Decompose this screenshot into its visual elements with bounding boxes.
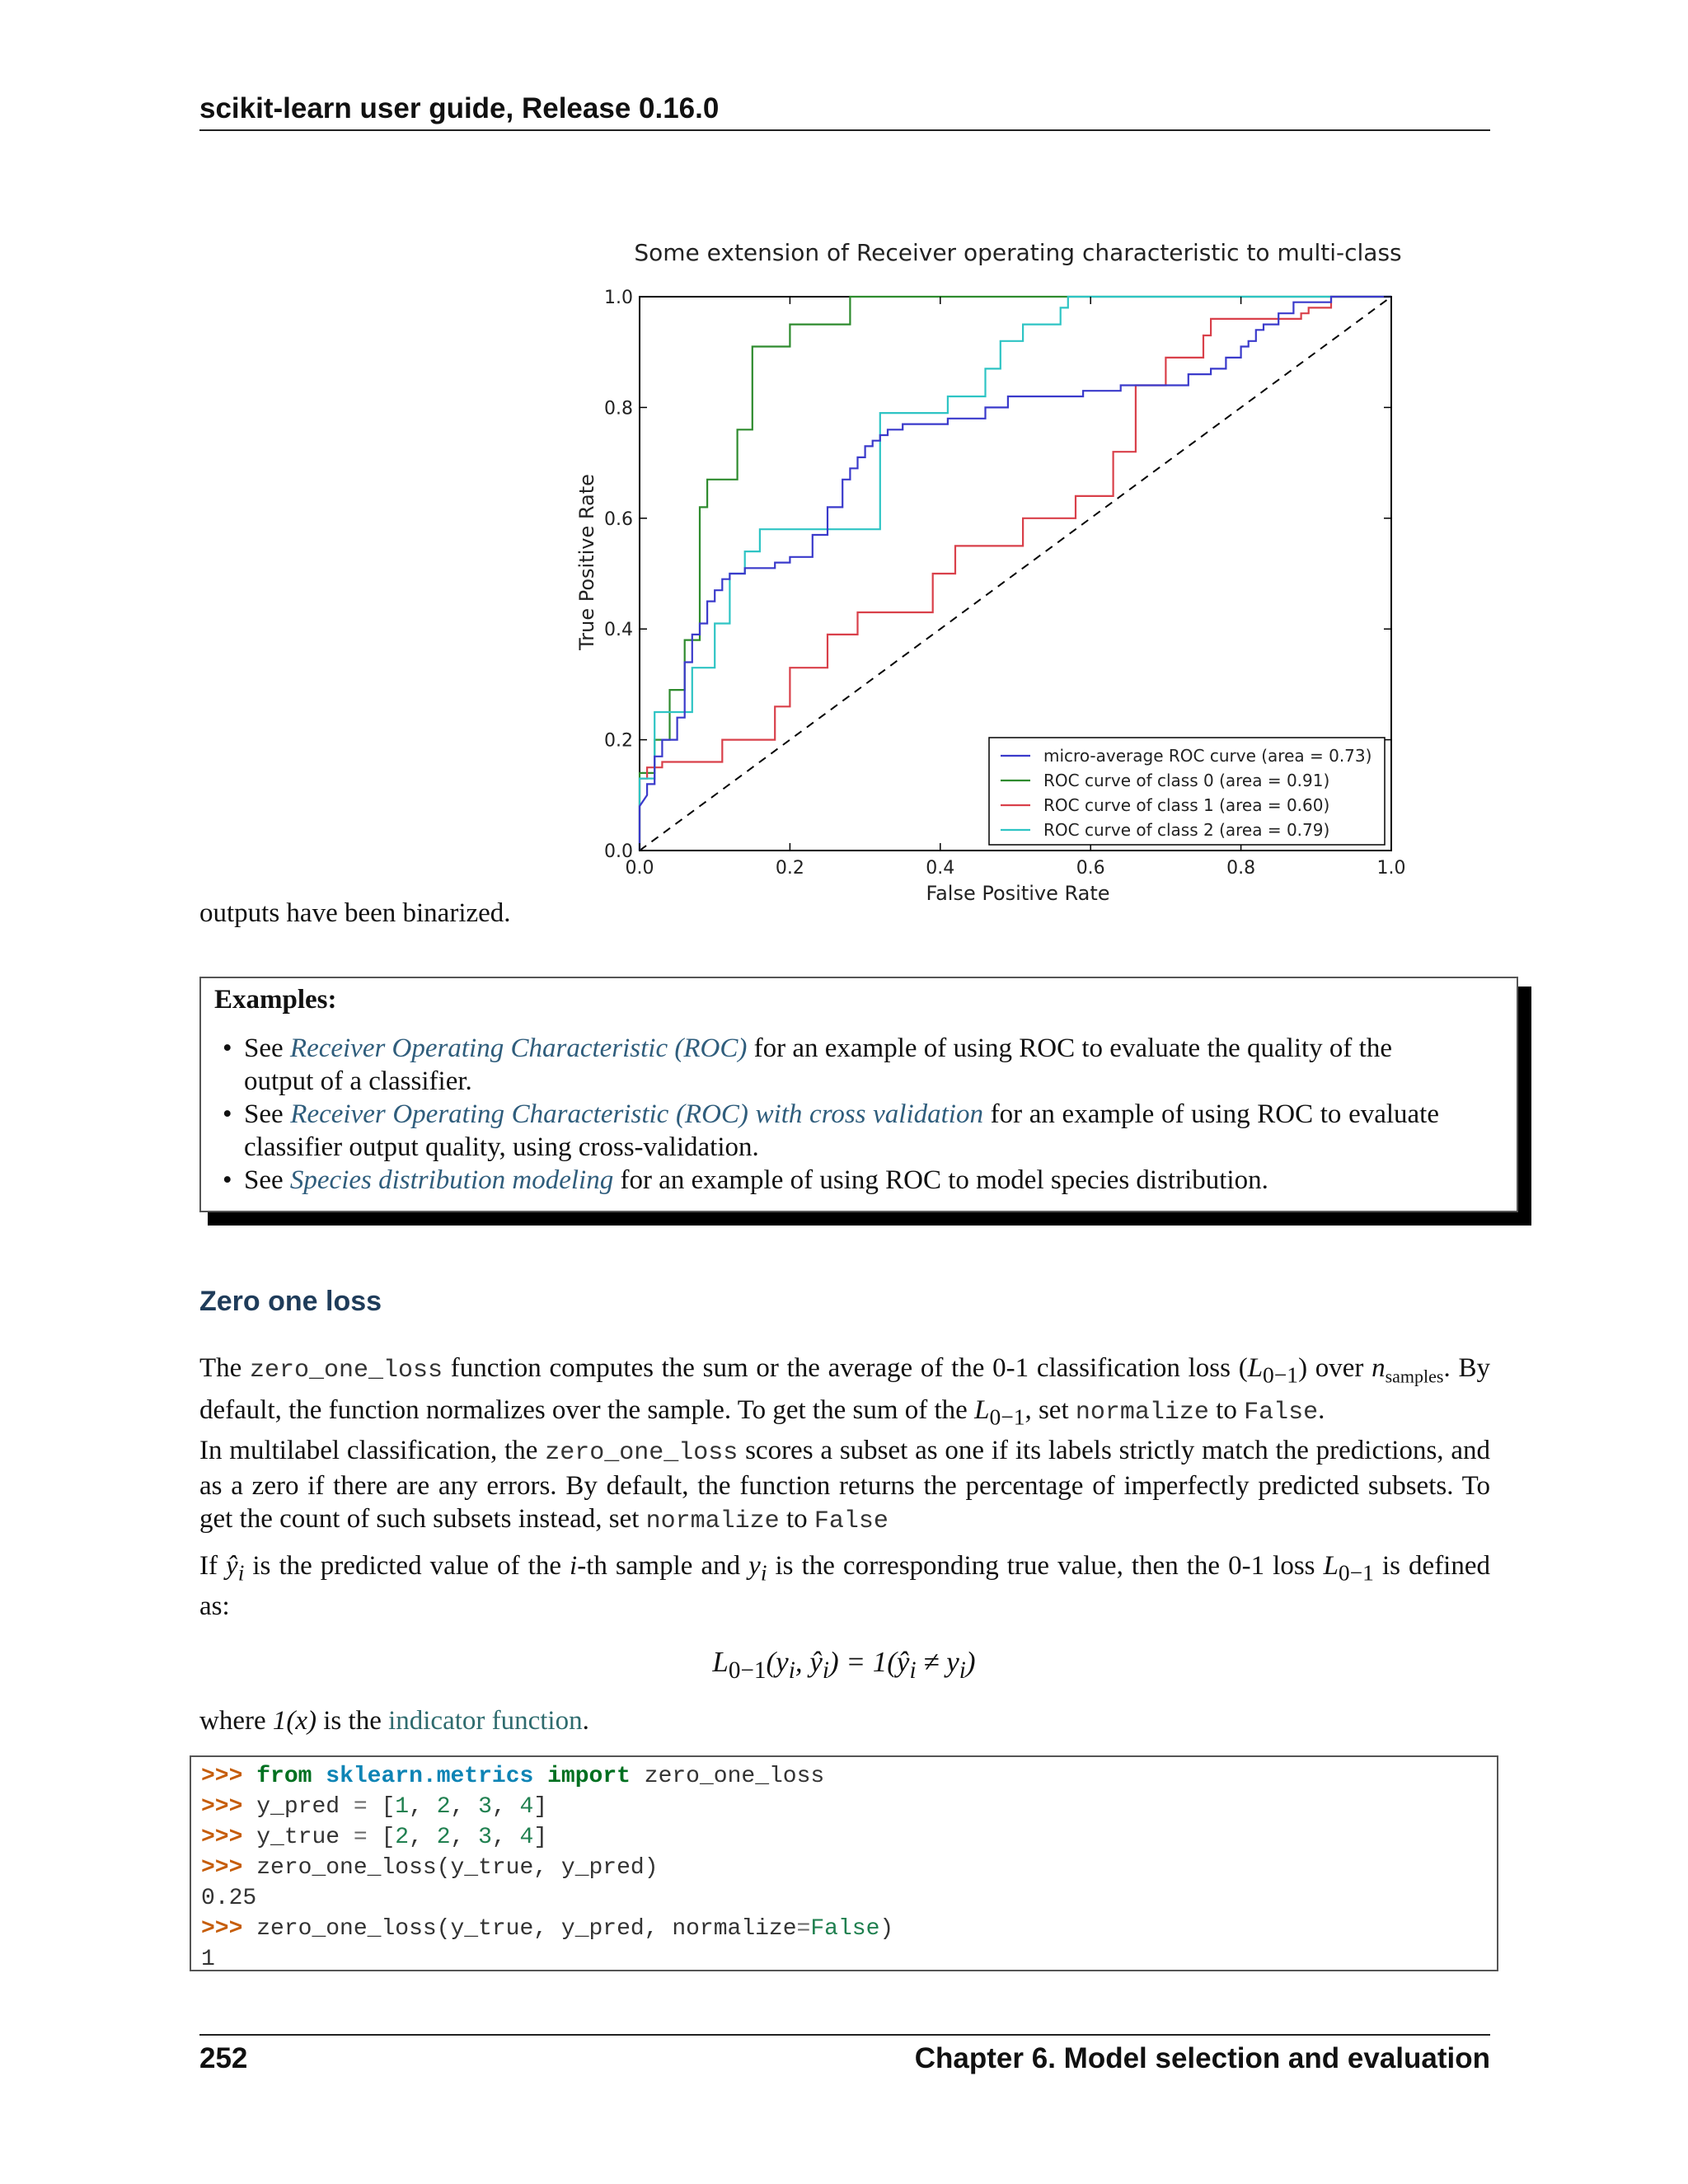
- code-output-text: 0.25: [201, 1886, 257, 1911]
- inline-code: normalize: [645, 1507, 780, 1535]
- code-text: zero_one_loss: [644, 1764, 825, 1789]
- code-constant: False: [810, 1916, 880, 1942]
- inline-code: zero_one_loss: [545, 1439, 738, 1467]
- code-output: [201, 1947, 215, 1972]
- example-prefix: See: [244, 1033, 290, 1063]
- text: -th sample and: [577, 1551, 749, 1581]
- code-example: [190, 1755, 1498, 1971]
- after-figure-text: outputs have been binarized.: [199, 898, 511, 928]
- math-sub: i: [237, 1559, 245, 1586]
- code-prompt: >>>: [201, 1764, 243, 1789]
- code-number: 3: [478, 1825, 492, 1850]
- section-title: Zero one loss: [199, 1286, 382, 1317]
- x-tick-label: 1.0: [1376, 858, 1406, 879]
- example-item: [223, 1098, 1439, 1164]
- example-link-species[interactable]: Species distribution modeling: [289, 1165, 614, 1195]
- code-operator: =: [796, 1916, 811, 1942]
- legend-label: ROC curve of class 0 (area = 0.91): [1043, 771, 1330, 790]
- code-text: ,: [491, 1825, 520, 1850]
- y-tick-label: 0.4: [604, 620, 633, 641]
- text: is the corresponding true value, then the 0-1 loss: [767, 1551, 1324, 1581]
- header-rule: [199, 129, 1490, 131]
- code-number: 2: [436, 1825, 451, 1850]
- code-text: zero_one_loss(y_true, y_pred): [256, 1855, 659, 1881]
- example-prefix: See: [244, 1099, 291, 1129]
- code-text: ,: [409, 1794, 437, 1820]
- text: is the predicted value of the: [244, 1551, 570, 1581]
- code-number: 3: [478, 1794, 492, 1820]
- bullet: •: [223, 1165, 232, 1195]
- math-sub: 0−1: [728, 1657, 767, 1684]
- math: ): [965, 1646, 976, 1678]
- math-sub: samples: [1385, 1366, 1444, 1387]
- chart-title: Some extension of Receiver operating characteristic to multi-class: [634, 239, 1402, 266]
- code-text: [: [367, 1825, 396, 1850]
- legend-label: ROC curve of class 1 (area = 0.60): [1043, 795, 1330, 815]
- text: ) over: [1298, 1353, 1372, 1383]
- text: to: [1208, 1394, 1245, 1425]
- math-sub: i: [760, 1559, 767, 1586]
- math: ŷ: [226, 1551, 238, 1581]
- math-sub: 0−1: [1263, 1361, 1299, 1388]
- code-output: [201, 1886, 256, 1911]
- indicator-function-link[interactable]: indicator function: [388, 1706, 583, 1736]
- y-tick-label: 0.6: [604, 509, 633, 530]
- legend-label: micro-average ROC curve (area = 0.73): [1043, 746, 1372, 766]
- text: is defined as:: [199, 1551, 1490, 1621]
- examples-title: Examples:: [214, 985, 337, 1015]
- text: where: [199, 1706, 273, 1736]
- example-suffix: for an example of using ROC to evaluate the quality of the output of a classifier.: [244, 1033, 1392, 1096]
- inline-code: zero_one_loss: [250, 1357, 443, 1385]
- code-operator: =: [353, 1825, 368, 1850]
- code-keyword: from: [256, 1764, 312, 1789]
- code-number: 4: [519, 1825, 534, 1850]
- math: L: [712, 1646, 729, 1678]
- code-text: y_true: [256, 1825, 354, 1850]
- text: In multilabel classification, the: [199, 1436, 546, 1465]
- x-tick-label: 0.6: [1076, 858, 1105, 879]
- math: ≠ y: [916, 1646, 959, 1678]
- code-text: ): [879, 1916, 894, 1942]
- bullet: •: [223, 1099, 232, 1129]
- code-prompt: >>>: [201, 1916, 243, 1942]
- example-link-roc[interactable]: Receiver Operating Characteristic (ROC): [289, 1033, 748, 1063]
- paragraph-multilabel: [199, 1434, 1490, 1538]
- text: The: [199, 1353, 251, 1383]
- code-number: 2: [436, 1794, 451, 1820]
- example-item: [223, 1164, 1439, 1197]
- code-text: ]: [533, 1794, 548, 1820]
- code-number: 2: [395, 1825, 410, 1850]
- math-sub: i: [822, 1657, 829, 1684]
- code-keyword: import: [547, 1764, 631, 1789]
- x-tick-label: 0.8: [1226, 858, 1256, 879]
- text: If: [199, 1551, 227, 1581]
- math: y: [748, 1551, 761, 1581]
- math-sub: i: [909, 1657, 917, 1684]
- text: , set: [1025, 1394, 1076, 1425]
- running-header: scikit-learn user guide, Release 0.16.0: [199, 92, 720, 124]
- math-sub: 0−1: [989, 1404, 1025, 1430]
- example-suffix: for an example of using ROC to model species distribution.: [613, 1165, 1268, 1195]
- math: 1(x): [272, 1706, 317, 1736]
- code-number: 1: [395, 1794, 410, 1820]
- math-sub: i: [959, 1657, 966, 1684]
- y-tick-label: 1.0: [604, 288, 633, 308]
- code-text: [: [367, 1794, 396, 1820]
- code-line: [201, 1855, 659, 1881]
- paragraph-indicator: [199, 1704, 1490, 1737]
- example-prefix: See: [244, 1165, 290, 1195]
- x-tick-label: 0.4: [926, 858, 955, 879]
- math-sub: i: [788, 1657, 795, 1684]
- math: L: [974, 1394, 990, 1425]
- loss-formula: [0, 1646, 1688, 1685]
- bullet: •: [223, 1033, 232, 1063]
- code-line: [201, 1764, 824, 1789]
- code-line: [201, 1794, 547, 1820]
- code-text: ,: [491, 1794, 520, 1820]
- math: L: [1247, 1353, 1264, 1383]
- legend-label: ROC curve of class 2 (area = 0.79): [1043, 820, 1330, 840]
- inline-code: normalize: [1075, 1398, 1209, 1427]
- text: .: [1318, 1394, 1325, 1425]
- example-link-roc-crossval[interactable]: Receiver Operating Characteristic (ROC) with cross validation: [290, 1099, 983, 1129]
- math-sub: 0−1: [1338, 1559, 1374, 1586]
- text: to: [779, 1504, 814, 1534]
- code-prompt: >>>: [201, 1794, 243, 1820]
- text: . By default, the function normalizes over the sample. To get the sum of the: [199, 1353, 1490, 1425]
- code-operator: =: [353, 1794, 368, 1820]
- code-line: [201, 1825, 547, 1850]
- paragraph-zero-one-intro: [199, 1352, 1490, 1433]
- code-text: ,: [409, 1825, 437, 1850]
- math: (y: [766, 1646, 789, 1678]
- code-module: sklearn.metrics: [326, 1764, 534, 1789]
- code-text: zero_one_loss(y_true, y_pred, normalize: [256, 1916, 797, 1942]
- code-text: ,: [450, 1794, 479, 1820]
- y-tick-label: 0.0: [604, 841, 633, 862]
- code-output-text: 1: [201, 1947, 215, 1972]
- y-tick-label: 0.8: [604, 398, 633, 419]
- inline-code: False: [814, 1507, 889, 1535]
- math: i: [570, 1551, 578, 1581]
- code-line: [201, 1916, 893, 1942]
- x-tick-label: 0.2: [775, 858, 804, 879]
- chart-legend: [989, 738, 1385, 845]
- y-axis-label: True Positive Rate: [575, 474, 598, 650]
- math: ) = 1(ŷ: [828, 1646, 910, 1678]
- chapter-title: Chapter 6. Model selection and evaluation: [914, 2042, 1490, 2074]
- code-prompt: >>>: [201, 1825, 243, 1850]
- x-tick-label: 0.0: [625, 858, 654, 879]
- x-axis-label: False Positive Rate: [926, 882, 1110, 905]
- code-number: 4: [519, 1794, 534, 1820]
- roc-chart: [560, 231, 1426, 907]
- math: L: [1323, 1551, 1339, 1581]
- math: n: [1372, 1353, 1386, 1383]
- y-tick-label: 0.2: [604, 730, 633, 752]
- code-text: ,: [450, 1825, 479, 1850]
- math: , ŷ: [795, 1646, 823, 1678]
- paragraph-definition: [199, 1549, 1490, 1623]
- text: .: [582, 1706, 589, 1736]
- page-number: 252: [199, 2042, 248, 2074]
- text: scores a subset as one if its labels strictly match the predictions, and as a zero if there are any errors. By default, the function returns the percentage of imperfectly predicted subsets. To get the count of such subsets instead, set: [199, 1436, 1491, 1534]
- code-prompt: >>>: [201, 1855, 243, 1881]
- text: function computes the sum or the average of the 0-1 classification loss (: [443, 1353, 1248, 1383]
- inline-code: False: [1244, 1398, 1319, 1427]
- footer-rule: [199, 2034, 1490, 2036]
- example-item: [223, 1032, 1439, 1098]
- code-text: y_pred: [256, 1794, 354, 1820]
- example-suffix: for an example of using ROC to evaluate classifier output quality, using cross-validation.: [244, 1099, 1439, 1162]
- code-text: ]: [533, 1825, 548, 1850]
- text: is the: [316, 1706, 389, 1736]
